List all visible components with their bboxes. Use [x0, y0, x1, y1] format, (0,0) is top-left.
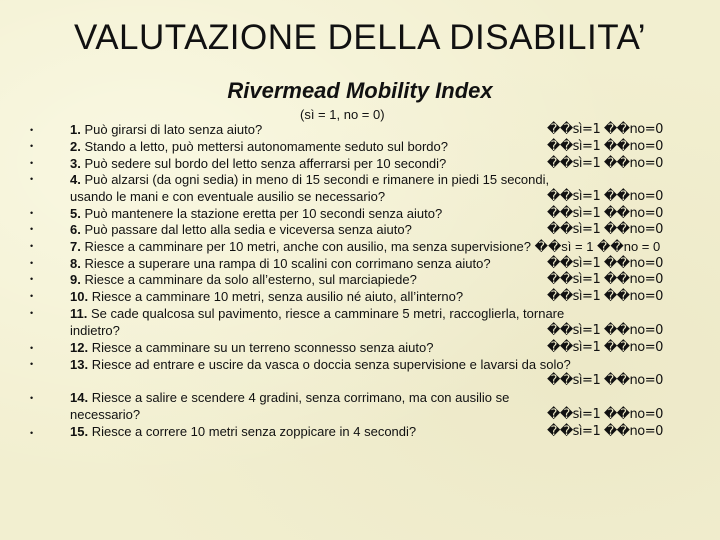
item-14-continuation: necessario? [70, 407, 141, 422]
item-number: 8. [70, 256, 81, 271]
item-13-score: ��sì=1 ��no=0 [547, 373, 663, 388]
item-11-score: ��sì=1 ��no=0 [547, 323, 663, 338]
item-5 [70, 206, 442, 222]
item-number: 3. [70, 156, 81, 171]
item-number: 11. [70, 306, 88, 321]
item-text: Può mantenere la stazione eretta per 10 secondi senza aiuto? [80, 206, 443, 221]
item-text: Riesce a salire e scendere 4 gradini, senza corrimano, ma con ausilio se [88, 390, 510, 405]
item-7-score: ��sì = 1 ��no = 0 [531, 239, 661, 254]
item-12 [70, 340, 434, 356]
item-4 [70, 172, 549, 188]
item-14-score: ��sì=1 ��no=0 [547, 407, 663, 422]
item-12-score: ��sì=1 ��no=0 [547, 340, 663, 355]
item-text: Se cade qualcosa sul pavimento, riesce a camminare 5 metri, raccoglierla, tornare [87, 306, 565, 321]
bullet: • [30, 258, 34, 268]
item-text: Stando a letto, può mettersi autonomamente seduto sul bordo? [80, 139, 448, 154]
item-number: 14. [70, 390, 89, 405]
item-number: 2. [70, 139, 81, 154]
item-9 [70, 272, 417, 288]
item-text: Può passare dal letto alla sedia e viceversa senza aiuto? [80, 222, 412, 237]
bullet: • [30, 158, 34, 168]
item-11-continuation: indietro? [70, 323, 120, 338]
item-8 [70, 256, 491, 272]
item-3 [70, 156, 446, 172]
scoring-note: (sì = 1, no = 0) [300, 107, 385, 122]
item-15-score: ��sì=1 ��no=0 [547, 424, 663, 439]
item-number: 15. [70, 424, 89, 439]
item-8-score: ��sì=1 ��no=0 [547, 256, 663, 271]
item-2-score: ��sì=1 ��no=0 [547, 139, 663, 154]
bullet: • [30, 428, 34, 438]
item-13 [70, 357, 571, 373]
item-2 [70, 139, 448, 155]
bullet: • [30, 274, 34, 284]
bullet: • [30, 125, 34, 135]
item-text: Riesce a correre 10 metri senza zoppicare in 4 secondi? [88, 424, 417, 439]
item-number: 10. [70, 289, 89, 304]
bullet: • [30, 308, 34, 318]
item-10 [70, 289, 463, 305]
item-1 [70, 122, 262, 138]
item-number: 7. [70, 239, 81, 254]
item-11 [70, 306, 564, 322]
bullet: • [30, 241, 34, 251]
item-7 [70, 239, 660, 255]
item-number: 12. [70, 340, 89, 355]
bullet: • [30, 208, 34, 218]
item-number: 13. [70, 357, 89, 372]
item-text: Riesce a camminare 10 metri, senza ausilio né aiuto, all’interno? [88, 289, 464, 304]
item-number: 6. [70, 222, 81, 237]
item-text: Riesce a camminare per 10 metri, anche con ausilio, ma senza supervisione? [80, 239, 532, 254]
item-text: Può sedere sul bordo del letto senza afferrarsi per 10 secondi? [80, 156, 447, 171]
item-4-continuation: usando le mani e con eventuale ausilio se necessario? [70, 189, 386, 204]
page-subtitle: Rivermead Mobility Index [227, 78, 493, 103]
item-5-score: ��sì=1 ��no=0 [547, 206, 663, 221]
item-14 [70, 390, 509, 406]
item-4-score: ��sì=1 ��no=0 [547, 189, 663, 204]
bullet: • [30, 291, 34, 301]
item-text: Riesce a camminare su un terreno sconnesso senza aiuto? [88, 340, 434, 355]
item-text: Può alzarsi (da ogni sedia) in meno di 15 secondi e rimanere in piedi 15 secondi, [80, 172, 550, 187]
item-number: 9. [70, 272, 81, 287]
bullet: • [30, 359, 34, 369]
item-number: 5. [70, 206, 81, 221]
item-text: Riesce a camminare da solo all’esterno, sul marciapiede? [80, 272, 417, 287]
item-number: 1. [70, 122, 81, 137]
bullet: • [30, 141, 34, 151]
item-number: 4. [70, 172, 81, 187]
item-6 [70, 222, 412, 238]
item-1-score: ��sì=1 ��no=0 [547, 122, 663, 137]
item-9-score: ��sì=1 ��no=0 [547, 272, 663, 287]
item-text: Riesce ad entrare e uscire da vasca o doccia senza supervisione e lavarsi da solo? [88, 357, 571, 372]
item-15 [70, 424, 416, 440]
bullet: • [30, 393, 34, 403]
bullet: • [30, 224, 34, 234]
item-text: Riesce a superare una rampa di 10 scalini con corrimano senza aiuto? [80, 256, 491, 271]
page-title: VALUTAZIONE DELLA DISABILITA’ [73, 18, 647, 57]
item-10-score: ��sì=1 ��no=0 [547, 289, 663, 304]
bullet: • [30, 174, 34, 184]
bullet: • [30, 343, 34, 353]
item-text: Può girarsi di lato senza aiuto? [80, 122, 263, 137]
item-3-score: ��sì=1 ��no=0 [547, 156, 663, 171]
item-6-score: ��sì=1 ��no=0 [547, 222, 663, 237]
